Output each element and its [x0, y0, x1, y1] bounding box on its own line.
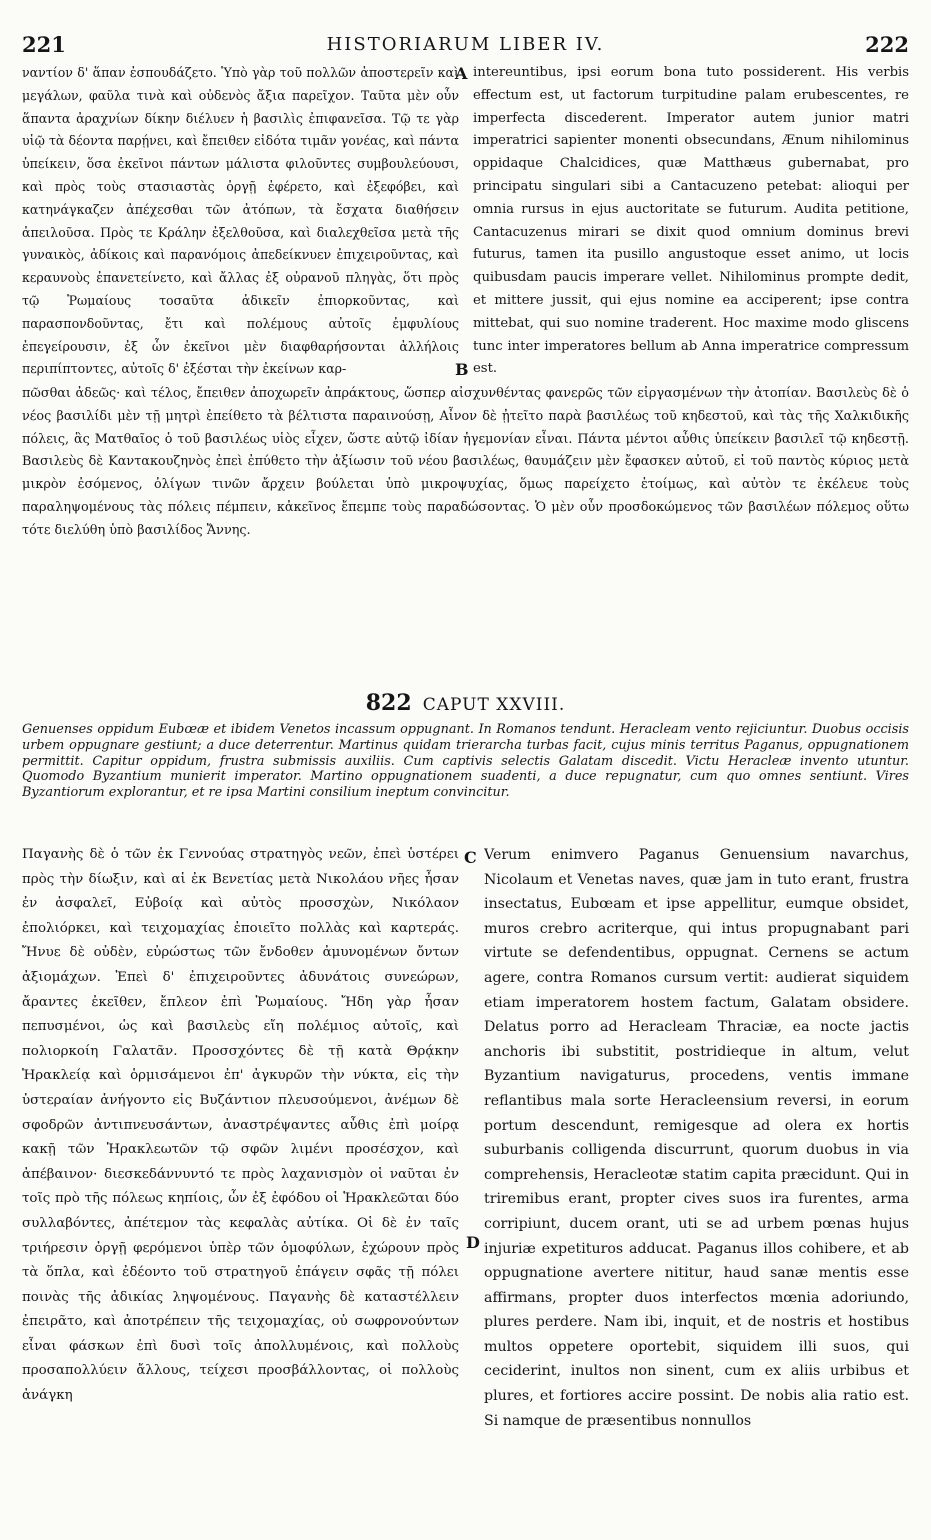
- latin-paragraph-bottom: Verum enimvero Paganus Genuensium navarchus, Nicolaum et Venetas naves, quæ jam in tuto erant, frustra insectatus, Eubœam et ipse appellitur, eumque obsidet, muros crebro acriterque, qui intus propugnabant pari virtute se defendentibus, oppugnat. Cernens se actum agere, contra Romanos cursum vertit: audierat siquidem etiam imperatorem hostem factum, Galatam obsidere. Delatus porro ad Heracleam Thraciæ, ea nocte jactis anchoris ibi substitit, postridieque in altum, velut Byzantium navigaturus, procedens, ventis immane reflantibus mala sorte Heracleensium reversi, in eorum portum descendunt, remigesque ad olera ex hortis suburbanis colligenda discurrunt, quorum duobus in via comprehensis, Heracleotæ statim capita præcidunt. Qui in triremibus erant, propter cives suos ira furentes, arma corripiunt, ducem orant, uti se ad urbem pœnas hujus injuriæ expetituros adducat. Paganus illos cohibere, et ab oppugnatione avertere nititur, haud sanæ mentis esse affirmans, propter duos interfectos mœnia adoriundo, plures perdere. Nam ibi, inquit, et de nostris et hostibus multos oppetere oportebit, siquidem illi suos, qui ceciderint, inultos non sinent, cum ex aliis urbibus et plures, et fortiores accire possint. De nobis alia ratio est. Si namque de præsentibus nonnullos: [484, 847, 909, 1429]
- chapter-title: CAPUT XXVIII.: [422, 695, 566, 715]
- greek-paragraph-full: πῶσθαι ἀδεῶς· καὶ τέλος, ἔπειθεν ἀποχωρεῖν ἀπράκτους, ὥσπερ αἰσχυνθέντας φανερῶς τῶν εἰργασμένων τὴν ἀτοπίαν. Βασιλεὺς δὲ ὁ νέος βασιλίδι μὲν τῇ μητρὶ ἐπείθετο τὰ βέλτιστα παραινούσῃ, Αἶνον δὲ ᾐτεῖτο παρὰ βασιλέως τοῦ κηδεστοῦ, καὶ τὰς τῆς Χαλκιδικῆς πόλεις, ἃς Ματθαῖος ὁ τοῦ βασιλέως υἱὸς εἶχεν, ὥστε αὐτῷ ἰδίαν ἡγεμονίαν εἶναι. Πάντα μέντοι αὖθις ὑπείκειν βασιλεῖ τῷ κηδεστῇ. Βασιλεὺς δὲ Καντακουζηνὸς ἐπεὶ ἐπύθετο τὴν ἀξίωσιν τοῦ νέου βασιλέως, θαυμάζειν μὲν ἔφασκεν αὐτοῦ, εἰ τοῦ παντὸς κύριος μετὰ μικρὸν ἐσόμενος, ὀλίγων τινῶν ἄρχειν βούλεται ὑπὸ μικροψυχίας, ὅμως παρείχετο ἑτοίμως, καὶ αὐτὸν τε ἐκέλευε τοὺς παραληψομένους τὰς πόλεις πέμπειν, κἀκεῖνος ἔπεμπε τοὺς παραδώσοντας. Ὁ μὲν οὖν προσδοκώμενος τῶν βασιλέων πόλεμος οὕτω τότε διελύθη ὑπὸ βασιλίδος Ἄννης.: [22, 386, 909, 538]
- greek-column-top: [22, 62, 459, 382]
- greek-column-bottom: [22, 843, 459, 1528]
- chapter-heading: [0, 690, 931, 716]
- greek-full-width: [22, 383, 909, 683]
- running-title: HISTORIARUM LIBER IV.: [326, 34, 605, 55]
- latin-column-bottom: [484, 843, 909, 1528]
- running-header: [22, 32, 909, 58]
- margin-marker-d: D: [466, 1233, 480, 1252]
- margin-marker-a: A: [455, 64, 468, 83]
- chapter-summary: Genuenses oppidum Eubœæ et ibidem Venetos incassum oppugnant. In Romanos tendunt. Heracleam vento rejiciuntur. Duobus occisis urbem oppugnare gestiunt; a duce deterrentur. Martinus quidam trierarcha turbas facit, cujus minis territus Paganus, oppugnationem permittit. Capitur oppidum, frustra submissis auxiliis. Cum captivis selectis Galatam discedit. Victu Heracleæ invento utuntur. Quomodo Byzantium munierit imperator. Martino oppugnationem suadenti, a duce repugnatur, cum quo omnes sentiunt. Vires Byzantiorum explorantur, et re ipsa Martini consilium ineptum convincitur.: [22, 722, 909, 801]
- margin-marker-c: C: [464, 848, 477, 867]
- latin-column-top: [473, 62, 909, 382]
- margin-marker-b: B: [455, 360, 469, 379]
- chapter-number: 822: [365, 690, 412, 716]
- greek-paragraph-bottom: Παγανὴς δὲ ὁ τῶν ἐκ Γεννούας στρατηγὸς νεῶν, ἐπεὶ ὑστέρει πρὸς τὴν δίωξιν, καὶ αἱ ἐκ Βενετίας μετὰ Νικολάου νῆες ἦσαν ἐν ἀσφαλεῖ, Εὐβοίᾳ καὶ αὐτὸς προσσχὼν, Νικόλαον ἐπολιόρκει, καὶ τειχομαχίας ἐποιεῖτο πολλὰς καὶ καρτεράς. Ἤνυε δὲ οὐδὲν, εὐρώστως τῶν ἔνδοθεν ἀμυνομένων ὄντων ἀξιομάχων. Ἐπεὶ δ' ἐπιχειροῦντες ἀδυνάτοις συνεώρων, ἄραντες ἐκεῖθεν, ἔπλεον ἐπὶ Ῥωμαίους. Ἤδη γὰρ ἦσαν πεπυσμένοι, ὡς καὶ βασιλεὺς εἴη πολέμιος αὐτοῖς, καὶ πολιορκοίη Γαλατᾶν. Προσσχόντες δὲ τῇ κατὰ Θρᾴκην Ἡρακλείᾳ καὶ ὁρμισάμενοι ἐπ' ἀγκυρῶν τὴν νύκτα, εἰς τὴν ὑστεραίαν ἀνήγοντο εἰς Βυζάντιον πλευσούμενοι, ἀνέμων δὲ σφοδρῶν ἀντιπνευσάντων, ἀναστρέψαντες αὖθις ἐπὶ μοίρᾳ κακῇ τῶν Ἡρακλεωτῶν τῷ σφῶν λιμένι προσέσχον, καὶ ἀπέβαινον· διεσκεδάννυντό τε πρὸς λαχανισμὸν οἱ ναῦται ἐν τοῖς πρὸ τῆς πόλεως κηπίοις, ὧν ἐξ ἐφόδου οἱ Ἡρακλεῶται δύο συλλαβόντες, ἀπέτεμον τὰς κεφαλὰς αὐτίκα. Οἱ δὲ ἐν ταῖς τριήρεσιν ὀργῇ φερόμενοι ὑπὲρ τῶν ὁμοφύλων, ἐχώρουν πρὸς τὰ ὅπλα, καὶ ἐδέοντο τοῦ στρατηγοῦ ἐπάγειν σφᾶς τῇ πόλει ποινὰς τῆς ἀδικίας ληψομένους. Παγανὴς δὲ καταστέλλειν ἐπειρᾶτο, καὶ ἀποτρέπειν τῆς τειχομαχίας, οὐ σωφρονούντων εἶναι φάσκων ἐπὶ δυσὶ τοῖς ἀπολλυμένοις, καὶ πολλοὺς προσαπολλύειν ἄλλους, τείχεσι προσβάλλοντας, οἱ πολλοὺς ἀνάγκη: [22, 847, 459, 1404]
- page-number-left: 221: [22, 32, 66, 57]
- page-number-right: 222: [865, 32, 909, 57]
- latin-paragraph-top: intereuntibus, ipsi eorum bona tuto possiderent. His verbis effectum est, ut factorum turpitudine palam erubescentes, re imperfecta discederent. Imperator autem junior matri imperatrici sapienter monenti obsecundans, Ænum nihilominus oppidaque Chalcidices, quæ Matthæus gubernabat, pro principatu singulari sibi a Cantacuzeno petebat: alioqui per omnia rursus in ejus auctoritate se futurum. Audita petitione, Cantacuzenus mirari se dixit quod omnium dominus brevi futurus, tamen ita pusillo angustoque esset animo, ut locis quibusdam paucis imperare vellet. Nihilominus prompte dedit, et mittere jussit, qui ejus nomine ea acciperent; ipse contra mittebat, qui suo nomine traderent. Hoc maxime modo gliscens tunc inter imperatores bellum ab Anna imperatrice compressum est.: [473, 65, 909, 377]
- greek-paragraph-top: ναντίον δ' ἅπαν ἐσπουδάζετο. Ὑπὸ γὰρ τοῦ πολλῶν ἀποστερεῖν καὶ μεγάλων, φαῦλα τινὰ καὶ οὐδενὸς ἄξια παρεῖχον. Ταῦτα μὲν οὖν ἅπαντα ἀραχνίων δίκην διέλυεν ἡ βασιλὶς ἐπιφανεῖσα. Τῷ τε γὰρ υἱῷ τὰ δέοντα παρῄνει, καὶ ἔπειθεν εἰδότα τιμᾶν γονέας, καὶ πάντα ὑπείκειν, ὅσα ἐκεῖνοι πάντων μάλιστα φιλοῦντες συμβουλεύουσι, καὶ πρὸς τοὺς στασιαστὰς ὀργῇ ἐφέρετο, καὶ ἐξεφόβει, καὶ κατηνάγκαζεν ἀπέχεσθαι τῶν ἀτόπων, τὰ ἔσχατα διαθήσειν ἀπειλοῦσα. Πρὸς τε Κράλην ἐξελθοῦσα, καὶ διαλεχθεῖσα μετὰ τῆς γυναικὸς, ἀδίκοις καὶ παρανόμοις ἀπεδείκνυεν ἐπιχειροῦντας, καὶ κεραυνοὺς ἐπανετείνετο, καὶ ἄλλας ἐξ οὐρανοῦ πληγὰς, ὅτι πρὸς τῷ Ῥωμαίους τοσαῦτα ἀδικεῖν ἐπιορκοῦντας, καὶ παρασπονδοῦντας, ἔτι καὶ πολέμους αὐτοῖς ἐμφυλίους ἐπεγείρουσιν, ἐξ ὧν ἐκεῖνοι μὲν διαφθαρήσονται ἀλλήλοις περιπίπτοντες, αὐτοῖς δ' ἐξέσται τὴν ἐκείνων καρ-: [22, 65, 459, 377]
